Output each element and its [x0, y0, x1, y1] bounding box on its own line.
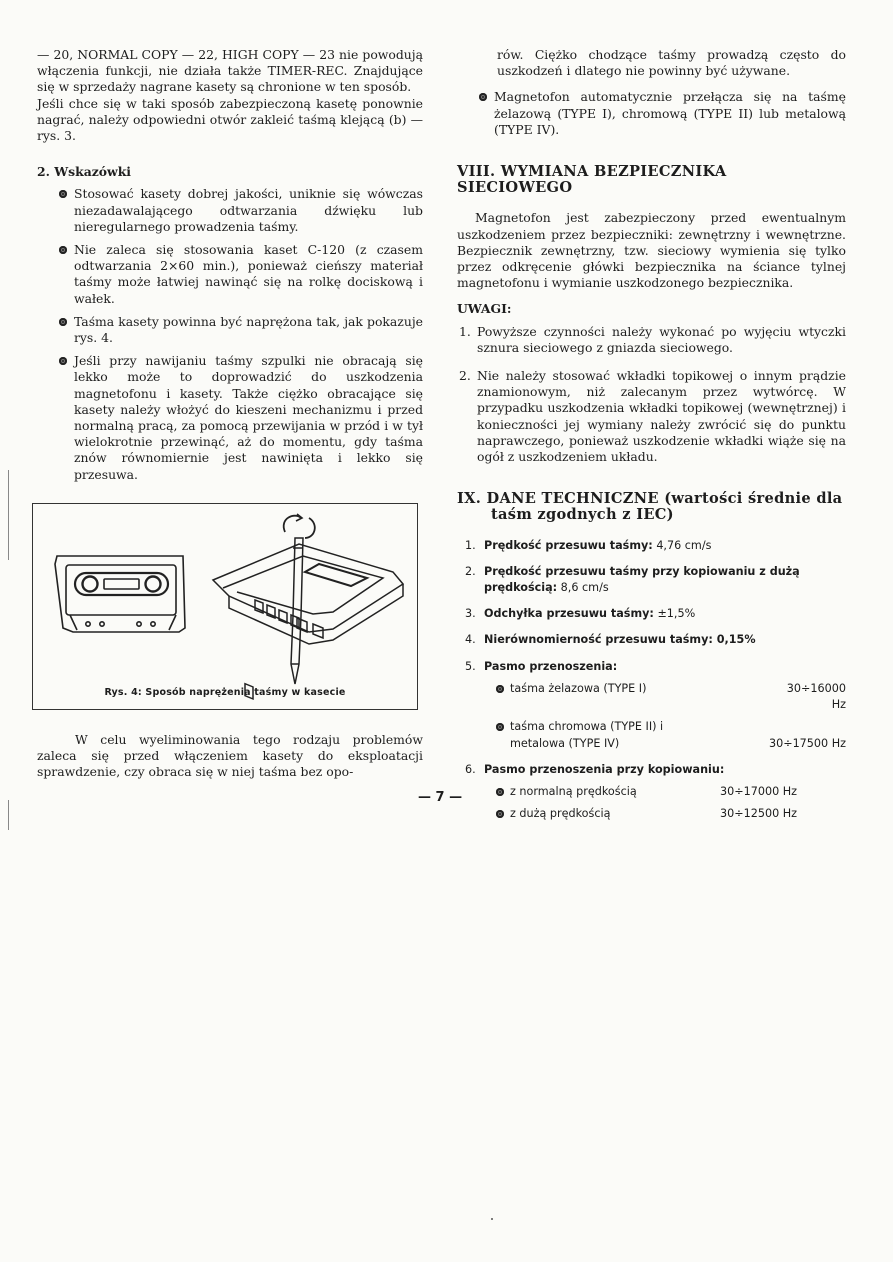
- list-item: 4. Nierównomierność przesuwu taśmy: 0,15%: [465, 633, 756, 647]
- hints-heading: 2. Wskazówki: [37, 164, 132, 180]
- left-column: [37, 47, 423, 780]
- scan-margin-mark: [8, 470, 9, 560]
- list-item: 1. Powyższe czynności należy wykonać po wyjęciu wtyczki sznura sieciowego z gniazda sieciowego.: [459, 323, 846, 355]
- list-item: 1. Prędkość przesuwu taśmy: 4,76 cm/s: [465, 538, 712, 552]
- cassette-perspective-icon: [213, 514, 403, 699]
- scan-speck: [491, 1218, 493, 1220]
- list-item: 3. Odchyłka przesuwu taśmy: ±1,5%: [465, 607, 696, 621]
- bullet-icon: [59, 318, 67, 326]
- list-item: 2. Nie należy stosować wkładki topikowej o innym prądzie znamionowym, niż zalecanym przez wytwórcę. W przypadku uszkodzenia wkładki topikowej (wewnętrznej) i konieczności jej wymiany należy zwrócić się do punktu naprawczego, ponieważ uszkodzenie wkładki wiąże się na ogół z uszkodzeniem układu.: [459, 368, 846, 465]
- after-figure-paragraph: W celu wyeliminowania tego rodzaju problemów zaleca się przed włączeniem kasety do eksploatacji sprawdzenie, czy obraca się w niej taśma bez opo-: [37, 731, 423, 780]
- section-viii-body: Magnetofon jest zabezpieczony przed ewentualnym uszkodzeniem przez bezpieczniki: zewnętrzny i wewnętrzne. Bezpiecznik zewnętrzny, tzw. sieciowy wymienia się tylko przez odkręcenie główki bezpiecznika na ściance tylnej magnetofonu i wymianie uszkodzonego bezpiecznika.: [457, 210, 846, 291]
- intro-paragraph-1: — 20, NORMAL COPY — 22, HIGH COPY — 23 nie powodują włączenia funkcji, nie działa także TIMER-REC. Znajdujące się w sprzedaży nagrane kasety są chronione w ten sposób.: [37, 47, 423, 95]
- list-item: Jeśli przy nawijaniu taśmy szpulki nie obracają się lekko może to doprowadzić do uszkodzenia magnetofonu i kasety. Także ciężko obracające się kasety należy włożyć do kieszeni mechanizmu i przed normalną pracą, za pomocą przewijania w przód i w tył wielokrotnie przewinąć, aż do momentu, gdy taśma znów równomiernie jest nawinięta i lekko się przesuwa.: [37, 353, 423, 483]
- cassette-illustration: [33, 504, 417, 709]
- figure-cassette-tension: [32, 503, 418, 710]
- intro-paragraph-2: Jeśli chce się w taki sposób zabezpieczoną kasetę ponownie nagrać, należy odpowiedni otwór zakleić taśmą klejącą (b) — rys. 3.: [37, 95, 423, 144]
- bullet-icon: [496, 788, 504, 796]
- bullet-icon: [59, 246, 67, 254]
- list-item: Nie zaleca się stosowania kaset C-120 (z czasem odtwarzania 2×60 min.), ponieważ cieńszy materiał taśmy może łatwiej nawinąć się na rolkę dociskową i wałek.: [37, 242, 423, 307]
- list-item: Magnetofon automatycznie przełącza się na taśmę żelazową (TYPE I), chromową (TYPE II) lub metalową (TYPE IV).: [457, 89, 846, 138]
- list-item: 6. Pasmo przenoszenia przy kopiowaniu: z normalną prędkością 30÷17000 Hz z dużą prędkością 30÷12500 Hz: [457, 762, 846, 823]
- bullet-icon: [59, 357, 67, 365]
- right-column: [457, 47, 846, 832]
- list-item: Taśma kasety powinna być naprężona tak, jak pokazuje rys. 4.: [37, 314, 423, 346]
- band-row: taśma chromowa (TYPE II) i metalowa (TYPE IV) 30÷17500 Hz: [484, 719, 846, 751]
- copy-band-row: z dużą prędkością 30÷12500 Hz: [484, 806, 846, 822]
- figure-caption: Rys. 4: Sposób naprężenia taśmy w kasecie: [104, 686, 346, 698]
- continuation-paragraph: rów. Ciężko chodzące taśmy prowadzą często do uszkodzeń i dlatego nie powinny być używane.: [497, 47, 846, 79]
- scan-margin-mark: [8, 800, 9, 830]
- list-item: 5. Pasmo przenoszenia: taśma żelazowa (TYPE I) 30÷16000 Hz taśma chromowa (TYPE II) i metalowa (TYPE IV) 30÷17500 Hz: [457, 659, 846, 752]
- bullet-icon: [496, 685, 504, 693]
- auto-switch-list: [457, 89, 846, 138]
- hints-list: [37, 186, 423, 482]
- section-ix-title: IX. DANE TECHNICZNE (wartości średnie dla taśm zgodnych z IEC): [457, 490, 843, 524]
- list-item: 2. Prędkość przesuwu taśmy przy kopiowaniu z dużą prędkością: 8,6 cm/s: [465, 564, 800, 595]
- warnings-list: [457, 324, 846, 466]
- bullet-icon: [496, 810, 504, 818]
- bullet-icon: [59, 190, 67, 198]
- tech-data-list: [457, 538, 846, 823]
- copy-band-row: z normalną prędkością 30÷17000 Hz: [484, 784, 846, 800]
- warnings-title: UWAGI:: [457, 301, 512, 317]
- list-item: Stosować kasety dobrej jakości, uniknie się wówczas niezadawalającego odtwarzania dźwięku lub nieregularnego prowadzenia taśmy.: [37, 186, 423, 235]
- bullet-icon: [479, 93, 487, 101]
- bullet-icon: [496, 723, 504, 731]
- band-row: taśma żelazowa (TYPE I) 30÷16000 Hz: [484, 681, 846, 713]
- cassette-front-icon: [55, 556, 185, 632]
- section-viii-title: VIII. WYMIANA BEZPIECZNIKA SIECIOWEGO: [457, 163, 727, 197]
- page-number: — 7 —: [418, 790, 463, 805]
